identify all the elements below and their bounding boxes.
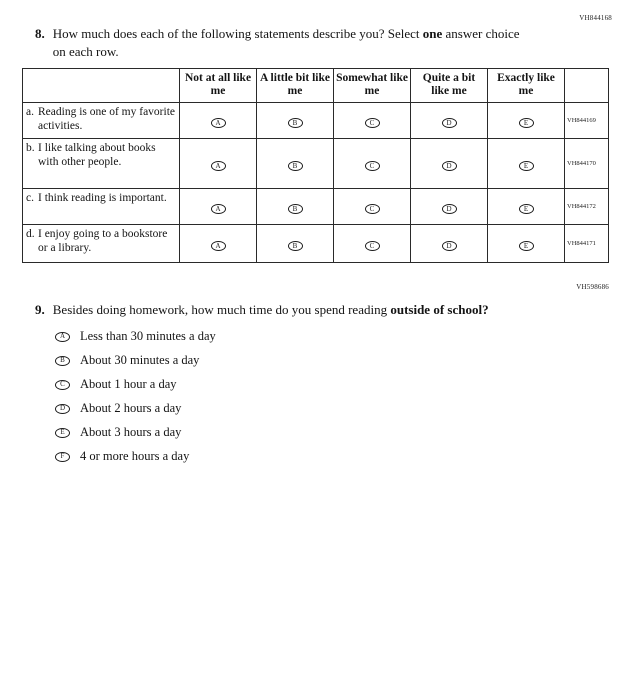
answer-oval[interactable]: B	[288, 204, 303, 214]
answer-cell	[257, 225, 334, 263]
row-code: VH844171	[565, 225, 609, 263]
row-statement: I think reading is important.	[38, 192, 167, 205]
row-letter: d.	[26, 228, 35, 241]
answer-oval[interactable]: B	[55, 356, 70, 366]
question-9-text	[53, 301, 613, 319]
answer-oval[interactable]: E	[519, 161, 534, 171]
header-row	[23, 69, 609, 103]
list-item	[55, 425, 216, 440]
option-label: Less than 30 minutes a day	[80, 329, 216, 343]
question-8-number: 8.	[35, 26, 45, 41]
row-code: VH844170	[565, 139, 609, 189]
question-8-text-bold: one	[422, 26, 443, 41]
answer-cell	[257, 189, 334, 225]
answer-oval[interactable]: B	[288, 241, 303, 251]
answer-cell	[334, 139, 411, 189]
answer-cell	[180, 139, 257, 189]
q9-options-list	[55, 329, 216, 464]
answer-oval[interactable]: F	[55, 452, 70, 462]
column-header-exactly-like: Exactly like me	[488, 69, 565, 103]
answer-cell	[257, 139, 334, 189]
answer-cell	[334, 225, 411, 263]
answer-oval[interactable]: E	[55, 428, 70, 438]
question-8-text-before: How much does each of the following statements describe you? Select	[52, 26, 420, 41]
statement-column-header	[23, 69, 180, 103]
answer-oval[interactable]: A	[55, 332, 70, 342]
answer-cell	[411, 189, 488, 225]
answer-oval[interactable]: B	[288, 161, 303, 171]
option-label: About 1 hour a day	[80, 377, 177, 391]
answer-oval[interactable]: C	[365, 204, 380, 214]
row-letter: a.	[26, 106, 34, 119]
question-8-text-after: answer choice on each row.	[52, 26, 520, 59]
answer-oval[interactable]: C	[55, 380, 70, 390]
option-label: About 30 minutes a day	[80, 353, 200, 367]
statement-cell	[23, 189, 180, 225]
answer-cell	[488, 103, 565, 139]
row-statement: I enjoy going to a bookstore or a library.	[38, 228, 168, 255]
answer-oval[interactable]: C	[365, 118, 380, 128]
answer-cell	[257, 103, 334, 139]
column-header-not-at-all: Not at all like me	[180, 69, 257, 103]
answer-cell	[411, 139, 488, 189]
question9-item-code: VH598686	[576, 283, 609, 291]
answer-oval[interactable]: D	[442, 161, 457, 171]
answer-cell	[488, 139, 565, 189]
answer-cell	[334, 189, 411, 225]
q8-table-wrapper	[22, 68, 609, 263]
list-item	[55, 353, 216, 368]
question-8	[35, 25, 531, 60]
row-letter: c.	[26, 192, 34, 205]
statement-cell	[23, 103, 180, 139]
list-item	[55, 449, 216, 464]
answer-oval[interactable]: D	[442, 118, 457, 128]
list-item	[55, 377, 216, 392]
question-9	[35, 301, 613, 319]
answer-oval[interactable]: C	[365, 241, 380, 251]
answer-cell	[411, 225, 488, 263]
row-statement: I like talking about books with other people.	[38, 142, 156, 169]
code-column-header	[565, 69, 609, 103]
table-row	[23, 225, 609, 263]
answer-cell	[180, 225, 257, 263]
answer-oval[interactable]: E	[519, 241, 534, 251]
answer-oval[interactable]: A	[211, 241, 226, 251]
option-label: About 3 hours a day	[80, 425, 182, 439]
row-statement: Reading is one of my favorite activities.	[38, 106, 176, 133]
option-label: About 2 hours a day	[80, 401, 182, 415]
answer-oval[interactable]: D	[55, 404, 70, 414]
answer-oval[interactable]: A	[211, 204, 226, 214]
answer-oval[interactable]: E	[519, 118, 534, 128]
answer-oval[interactable]: A	[211, 118, 226, 128]
row-code: VH844169	[565, 103, 609, 139]
list-item	[55, 401, 216, 416]
table-row	[23, 103, 609, 139]
answer-cell	[411, 103, 488, 139]
answer-oval[interactable]: D	[442, 241, 457, 251]
table-row	[23, 189, 609, 225]
column-header-a-little-bit: A little bit like me	[257, 69, 334, 103]
column-header-quite-a-bit: Quite a bit like me	[411, 69, 488, 103]
row-code: VH844172	[565, 189, 609, 225]
question-8-text	[53, 25, 531, 60]
statement-cell	[23, 225, 180, 263]
answer-cell	[334, 103, 411, 139]
answer-oval[interactable]: A	[211, 161, 226, 171]
list-item	[55, 329, 216, 344]
row-letter: b.	[26, 142, 35, 155]
question-9-text-before: Besides doing homework, how much time do you spend reading	[52, 302, 388, 317]
answer-oval[interactable]: E	[519, 204, 534, 214]
question-9-text-bold: outside of school	[390, 302, 483, 317]
answer-oval[interactable]: B	[288, 118, 303, 128]
answer-cell	[488, 189, 565, 225]
answer-oval[interactable]: C	[365, 161, 380, 171]
answer-cell	[488, 225, 565, 263]
statement-cell	[23, 139, 180, 189]
question-9-number: 9.	[35, 302, 45, 317]
q8-table	[22, 68, 609, 263]
question-9-text-after: ?	[482, 302, 489, 317]
answer-cell	[180, 189, 257, 225]
table-row	[23, 139, 609, 189]
answer-cell	[180, 103, 257, 139]
question8-item-code: VH844168	[579, 14, 612, 22]
option-label: 4 or more hours a day	[80, 449, 190, 463]
column-header-somewhat: Somewhat like me	[334, 69, 411, 103]
answer-oval[interactable]: D	[442, 204, 457, 214]
